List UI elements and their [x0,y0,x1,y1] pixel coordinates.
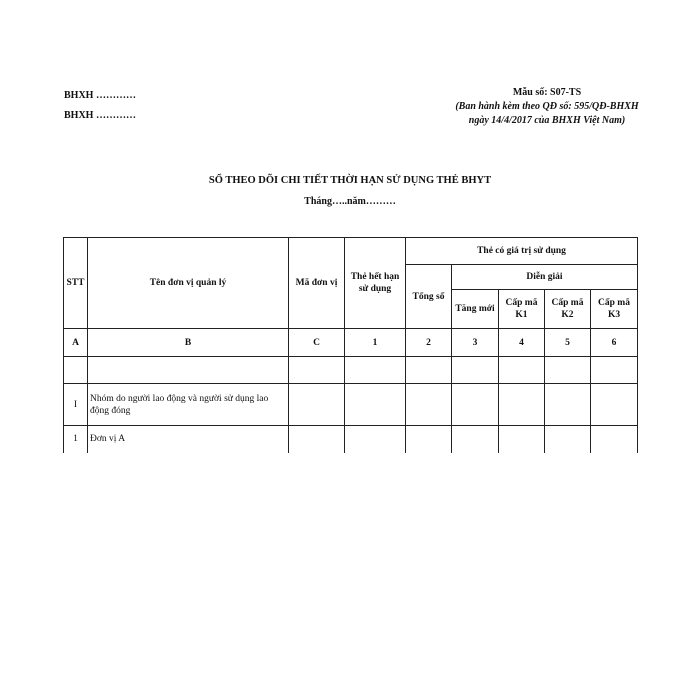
period-line: Tháng…..năm……… [304,196,396,207]
index-cell: 3 [452,329,499,357]
row-unit-name: Đơn vị A [88,426,289,453]
index-cell: 5 [545,329,591,357]
header-k2: Cấp mã K2 [545,290,591,329]
index-row [64,329,638,357]
table-row [64,426,638,453]
form-number: Mẫu số: S07-TS [512,87,582,98]
ledger-table [63,237,638,453]
form-note: (Ban hành kèm theo QĐ số: 595/QĐ-BHXH ngày 14/4/2017 của BHXH Việt Nam) [455,101,639,126]
header-new: Tăng mới [452,290,499,329]
header-stt: STT [64,238,88,329]
index-cell: B [88,329,289,357]
header-unit-name: Tên đơn vị quản lý [88,238,289,329]
header-unit-code: Mã đơn vị [289,238,345,329]
header-expired: Thẻ hết hạn sử dụng [345,238,406,329]
agency-header [64,86,136,126]
header-k1: Cấp mã K1 [499,290,545,329]
header-explain-group: Diễn giải [452,265,638,290]
index-cell: 4 [499,329,545,357]
agency-line-1: BHXH ………… [64,90,136,101]
header-k3: Cấp mã K3 [591,290,638,329]
row-stt: 1 [64,426,88,453]
document-title: SỔ THEO DÕI CHI TIẾT THỜI HẠN SỬ DỤNG THẺ BHYT [208,175,492,186]
header-total: Tổng số [406,265,452,329]
blank-row [64,357,638,384]
index-cell: A [64,329,88,357]
index-cell: C [289,329,345,357]
agency-line-2: BHXH ………… [64,110,136,121]
row-stt: I [64,384,88,426]
index-cell: 2 [406,329,452,357]
form-header [452,86,642,128]
table-row [64,384,638,426]
index-cell: 6 [591,329,638,357]
header-valid-group: Thẻ có giá trị sử dụng [406,238,638,265]
row-unit-name: Nhóm do người lao động và người sử dụng lao động đóng [88,384,289,426]
index-cell: 1 [345,329,406,357]
